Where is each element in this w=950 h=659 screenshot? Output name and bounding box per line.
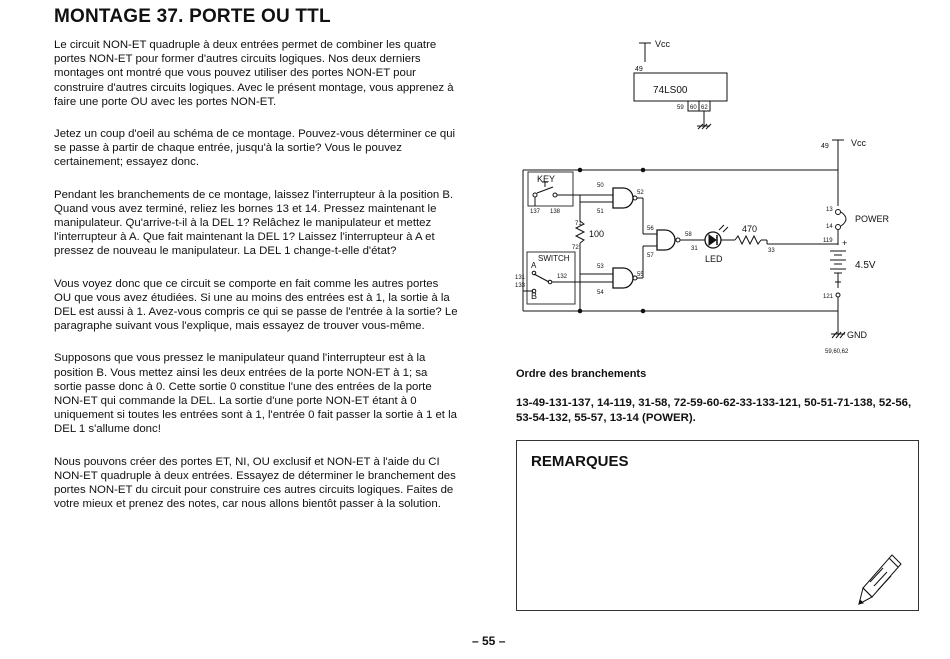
svg-text:62: 62: [701, 105, 708, 111]
switch-label: SWITCH: [538, 254, 570, 263]
svg-text:51: 51: [597, 209, 604, 215]
svg-text:A: A: [531, 261, 537, 270]
svg-text:59: 59: [677, 105, 684, 111]
svg-text:52: 52: [637, 190, 644, 196]
remarks-title: REMARQUES: [531, 453, 629, 470]
order-text: 13-49-131-137, 14-119, 31-58, 72-59-60-62-33-133-121, 50-51-71-138, 52-56, 53-54-132, 55-57, 13-14 (POWER).: [516, 397, 912, 424]
svg-text:B: B: [531, 291, 538, 301]
paragraph: Vous voyez donc que ce circuit se comporte en fait comme les autres portes OU que vous avez étudiées. Si une au moins des entrées est à 1, la sortie à la DEL est aussi à 1. Avez-vous compris ce qui se passe de l'entrée à la sortie? Le paragraphe suivant vous l'explique, mais essayez de trouver vous-même.: [54, 277, 458, 333]
paragraph: Le circuit NON-ET quadruple à deux entrées permet de combiner les quatre portes NON-ET pour former d'autres circuits logiques. Nos deux derniers montages ont montré que vous pouvez utiliser des portes NON-ET pour construire d'autres circuits logiques. Avec le présent montage, vous apprenez à faire une porte OU avec les portes NON-ET.: [54, 39, 454, 108]
svg-text:Vcc: Vcc: [851, 138, 867, 148]
order-title: Ordre des branchements: [516, 368, 647, 380]
svg-text:138: 138: [550, 209, 561, 215]
paragraph: Jetez un coup d'oeil au schéma de ce montage. Pouvez-vous déterminer ce qui se passe à partir de chaque entrée, jusqu'à la sortie? Vous le pouvez certainement; essayez donc.: [54, 128, 456, 169]
resistor-100-label: 100: [589, 229, 605, 239]
vcc-label: Vcc: [655, 39, 671, 49]
svg-text:49: 49: [635, 66, 643, 73]
svg-text:58: 58: [685, 232, 692, 238]
svg-text:132: 132: [557, 274, 568, 280]
svg-text:55: 55: [637, 272, 644, 278]
svg-text:137: 137: [530, 209, 541, 215]
svg-text:13: 13: [826, 207, 833, 213]
svg-text:56: 56: [647, 226, 654, 232]
svg-text:133: 133: [515, 283, 526, 289]
svg-text:72: 72: [572, 245, 579, 251]
svg-text:33: 33: [768, 248, 775, 254]
main-circuit: [515, 138, 890, 355]
ic-name: 74LS00: [653, 85, 688, 96]
svg-text:+: +: [842, 238, 848, 248]
power-switch-label: POWER: [855, 214, 890, 224]
svg-text:14: 14: [826, 224, 833, 230]
svg-text:49: 49: [821, 143, 829, 150]
paragraph: Nous pouvons créer des portes ET, NI, OU exclusif et NON-ET à l'aide du CI NON-ET quadruple à deux entrées. Essayez de déterminer le branchement des portes NON-ET du circuit pour construire ces autres circuits logiques. Faites de votre mieux et prenez des notes, car nous allons bientôt passer à la solution.: [54, 455, 456, 511]
page-title: MONTAGE 37. PORTE OU TTL: [54, 6, 331, 27]
svg-text:60: 60: [690, 105, 697, 111]
gnd-label: GND: [847, 330, 867, 340]
svg-text:59,60,62: 59,60,62: [825, 349, 849, 355]
pencil-icon: [856, 552, 906, 610]
svg-text:57: 57: [647, 253, 654, 259]
svg-text:50: 50: [597, 183, 604, 189]
svg-text:31: 31: [691, 246, 698, 252]
led-label: LED: [705, 254, 723, 264]
svg-text:54: 54: [597, 290, 604, 296]
svg-text:119: 119: [823, 238, 833, 244]
resistor-470-label: 470: [742, 224, 758, 234]
key-label: KEY: [537, 174, 556, 184]
svg-text:121: 121: [823, 294, 834, 300]
svg-text:131: 131: [515, 275, 526, 281]
svg-text:71: 71: [575, 221, 582, 227]
body-text: [54, 38, 458, 529]
ic-74ls00: [634, 39, 727, 129]
battery-label: 4.5V: [855, 260, 876, 271]
paragraph: Pendant les branchements de ce montage, laissez l'interrupteur à la position B. Quand vous avez terminé, reliez les bornes 13 et 14. Pressez maintenant le manipulateur. Qu'arrive-t-il à la DEL 1? Relâchez le manipulateur et mettez l'interrupteur à A. Que fait maintenant la DEL 1? Laissez l'interrupteur à A et pressez de nouveau le manipulateur. La DEL 1 change-t-elle d'état?: [54, 188, 454, 258]
page-number: – 55 –: [472, 634, 506, 648]
paragraph: Supposons que vous pressez le manipulateur quand l'interrupteur est à la position B. Vous mettez ainsi les deux entrées de la porte NON-ET à 1; sa sortie passe donc à 0. Cette sortie 0 constitue l'une des entrées de la porte NON-ET qui commande la DEL. La sortie d'une porte NON-ET étant à 0 uniquement si toutes les entrées sont à 1, l'entrée 0 fait passer la sortie à 1 et la DEL 1 s'allume donc!: [54, 352, 457, 436]
circuit-schematic: [505, 36, 925, 366]
svg-text:53: 53: [597, 264, 604, 270]
